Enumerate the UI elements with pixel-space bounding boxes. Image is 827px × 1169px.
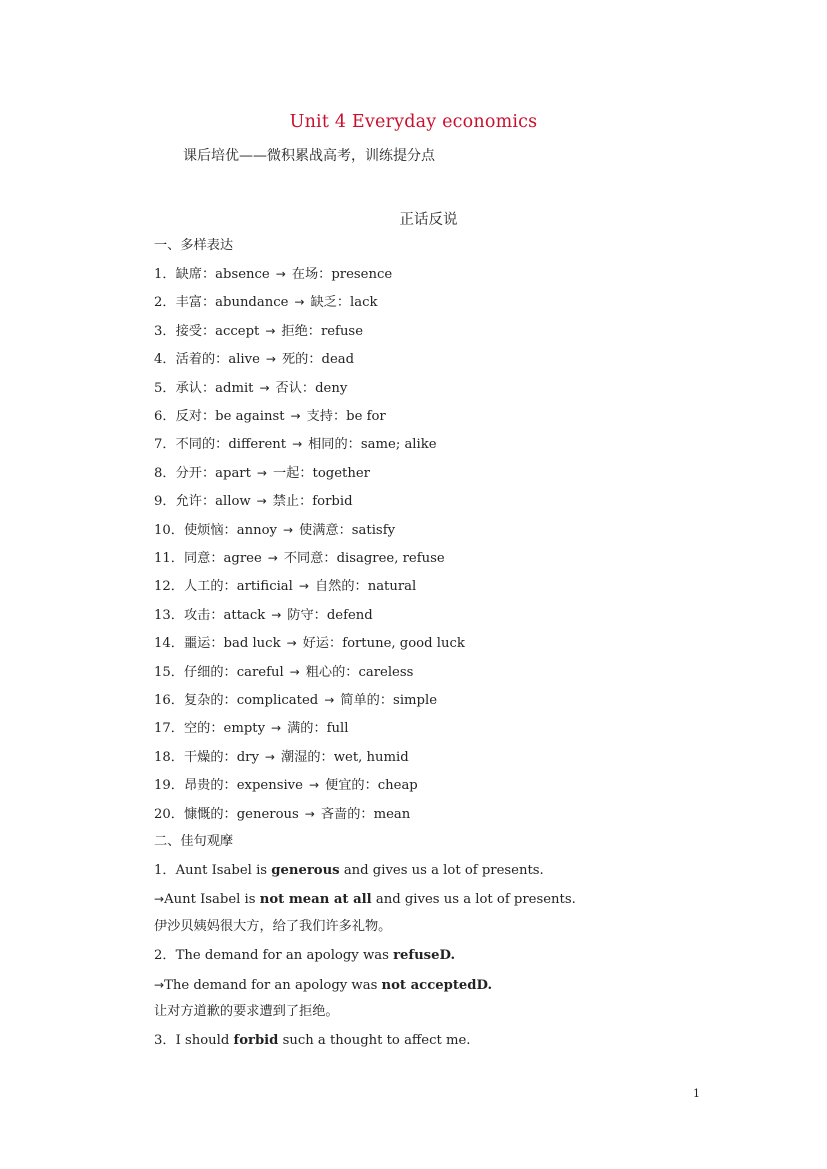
antonym-pair	[154, 663, 413, 682]
item-number: 15．	[154, 665, 184, 680]
arrow-icon: →	[271, 608, 282, 622]
antonym-meaning: 支持：	[306, 409, 347, 424]
sentence-text: The demand for an apology was	[164, 978, 382, 993]
word-meaning: 活着的：	[175, 352, 229, 367]
word-english: generous	[236, 807, 299, 822]
word-meaning: 承认：	[175, 381, 216, 396]
part2-heading: 二、佳句观摩	[154, 834, 234, 849]
word-meaning: 仔细的：	[183, 665, 237, 680]
antonym-pair	[154, 521, 395, 540]
antonym-pair	[154, 407, 386, 426]
word-meaning: 人工的：	[183, 579, 237, 594]
sentence-text: I should	[175, 1033, 234, 1048]
antonym-meaning: 一起：	[272, 466, 313, 481]
antonym-english: fortune, good luck	[342, 636, 465, 651]
word-english: bad luck	[223, 636, 281, 651]
rewritten-sentence	[154, 976, 492, 995]
highlighted-phrase: not mean at all	[259, 892, 372, 907]
example-number: 3．	[154, 1033, 176, 1048]
antonym-meaning: 防守：	[287, 608, 327, 623]
word-english: admit	[215, 381, 254, 396]
word-meaning: 使烦恼：	[183, 523, 237, 538]
item-number: 4．	[154, 352, 176, 367]
word-meaning: 同意：	[183, 551, 224, 566]
antonym-meaning: 便宜的：	[325, 778, 378, 793]
sentence-text: and gives us a lot of presents.	[339, 863, 544, 878]
item-number: 14．	[154, 636, 184, 651]
word-meaning: 反对：	[175, 409, 216, 424]
word-meaning: 复杂的：	[183, 693, 237, 708]
antonym-pair	[154, 719, 348, 738]
word-english: alive	[228, 352, 260, 367]
example-number: 1．	[154, 863, 176, 878]
word-meaning: 接受：	[175, 324, 216, 339]
arrow-icon: →	[271, 721, 282, 735]
item-number: 13．	[154, 608, 184, 623]
section-title: 正话反说	[399, 212, 458, 228]
word-english: agree	[223, 551, 262, 566]
page-number: 1	[693, 1087, 700, 1100]
arrow-icon: →	[275, 267, 286, 281]
arrow-icon: →	[267, 551, 278, 565]
word-meaning: 缺席：	[175, 267, 216, 282]
antonym-english: forbid	[312, 494, 353, 509]
item-number: 5．	[154, 381, 176, 396]
example-sentence	[154, 862, 544, 880]
rewritten-sentence	[154, 890, 576, 909]
arrow-icon: →	[256, 466, 267, 480]
arrow-icon: →	[154, 892, 165, 906]
item-number: 16．	[154, 693, 184, 708]
antonym-meaning: 使满意：	[299, 523, 352, 538]
antonym-pair	[154, 805, 410, 824]
word-english: attack	[223, 608, 266, 623]
antonym-pair	[154, 691, 437, 710]
antonym-meaning: 否认：	[275, 381, 316, 396]
item-number: 8．	[154, 466, 176, 481]
word-meaning: 慷慨的：	[183, 807, 237, 822]
word-meaning: 空的：	[183, 721, 224, 736]
antonym-english: defend	[326, 608, 373, 623]
antonym-meaning: 拒绝：	[281, 324, 321, 339]
example-sentence	[154, 947, 455, 965]
antonym-english: mean	[373, 807, 411, 822]
item-number: 17．	[154, 721, 184, 736]
word-english: different	[228, 437, 287, 452]
arrow-icon: →	[256, 494, 267, 508]
item-number: 10．	[154, 523, 184, 538]
antonym-meaning: 粗心的：	[305, 665, 359, 680]
arrow-icon: →	[294, 295, 305, 309]
antonym-pair	[154, 606, 373, 625]
arrow-icon: →	[324, 693, 335, 707]
arrow-icon: →	[265, 324, 276, 338]
item-number: 1．	[154, 267, 176, 282]
antonym-english: disagree, refuse	[336, 551, 445, 566]
antonym-english: be for	[346, 409, 386, 424]
highlighted-word: refuseD.	[393, 948, 456, 963]
arrow-icon: →	[298, 579, 309, 593]
arrow-icon: →	[265, 352, 276, 366]
word-english: apart	[215, 466, 251, 481]
antonym-meaning: 满的：	[287, 721, 327, 736]
sentence-text: and gives us a lot of presents.	[371, 892, 576, 907]
antonym-english: wet, humid	[333, 750, 409, 765]
translation: 让对方道歉的要求遭到了拒绝。	[154, 1004, 339, 1019]
antonym-english: full	[326, 721, 349, 736]
word-english: be against	[215, 409, 285, 424]
word-english: empty	[223, 721, 266, 736]
sentence-text: Aunt Isabel is	[164, 892, 260, 907]
item-number: 20．	[154, 807, 184, 822]
item-number: 18．	[154, 750, 184, 765]
word-english: complicated	[236, 693, 319, 708]
item-number: 12．	[154, 579, 184, 594]
item-number: 3．	[154, 324, 176, 339]
antonym-english: presence	[331, 267, 393, 282]
word-english: artificial	[236, 579, 293, 594]
item-number: 2．	[154, 295, 176, 310]
antonym-meaning: 简单的：	[340, 693, 394, 708]
example-sentence	[154, 1032, 470, 1050]
antonym-meaning: 不同意：	[283, 551, 337, 566]
antonym-meaning: 潮湿的：	[280, 750, 334, 765]
arrow-icon: →	[259, 381, 270, 395]
antonym-meaning: 死的：	[281, 352, 322, 367]
arrow-icon: →	[292, 437, 303, 451]
arrow-icon: →	[304, 807, 315, 821]
item-number: 11．	[154, 551, 184, 566]
antonym-english: together	[312, 466, 370, 481]
arrow-icon: →	[282, 523, 294, 537]
arrow-icon: →	[308, 778, 320, 792]
word-meaning: 昂贵的：	[183, 778, 237, 793]
antonym-meaning: 缺乏：	[310, 295, 351, 310]
arrow-icon: →	[290, 409, 301, 423]
antonym-pair	[154, 435, 437, 454]
word-english: absence	[215, 267, 270, 282]
item-number: 9．	[154, 494, 176, 509]
part1-heading: 一、多样表达	[154, 238, 234, 253]
word-meaning: 噩运：	[183, 636, 224, 651]
word-english: allow	[215, 494, 251, 509]
antonym-english: deny	[315, 381, 348, 396]
word-meaning: 攻击：	[183, 608, 224, 623]
antonym-meaning: 禁止：	[272, 494, 313, 509]
antonym-pair	[154, 293, 378, 312]
item-number: 6．	[154, 409, 176, 424]
highlighted-word: forbid	[233, 1033, 279, 1048]
antonym-meaning: 在场：	[291, 267, 332, 282]
word-meaning: 干燥的：	[183, 750, 237, 765]
word-english: dry	[236, 750, 259, 765]
word-meaning: 丰富：	[175, 295, 216, 310]
word-english: abundance	[215, 295, 289, 310]
sentence-text: such a thought to affect me.	[278, 1033, 471, 1048]
antonym-meaning: 相同的：	[308, 437, 361, 452]
word-english: careful	[236, 665, 284, 680]
antonym-english: refuse	[320, 324, 364, 339]
antonym-pair	[154, 265, 392, 284]
antonym-pair	[154, 322, 363, 341]
antonym-english: cheap	[377, 778, 418, 793]
item-number: 19．	[154, 778, 184, 793]
antonym-english: natural	[367, 579, 417, 594]
antonym-english: dead	[321, 352, 355, 367]
word-meaning: 分开：	[175, 466, 216, 481]
antonym-meaning: 自然的：	[314, 579, 368, 594]
arrow-icon: →	[154, 978, 165, 992]
word-meaning: 不同的：	[175, 437, 229, 452]
highlighted-phrase: not acceptedD.	[381, 978, 493, 993]
antonym-english: same; alike	[360, 437, 437, 452]
page-subtitle: 课后培优——微积累战高考，训练提分点	[183, 148, 435, 164]
antonym-pair	[154, 492, 353, 511]
antonym-pair	[154, 379, 347, 398]
arrow-icon: →	[264, 750, 275, 764]
word-english: expensive	[236, 778, 303, 793]
highlighted-word: generous	[271, 863, 340, 878]
item-number: 7．	[154, 437, 176, 452]
word-english: accept	[215, 324, 260, 339]
antonym-meaning: 好运：	[302, 636, 343, 651]
antonym-pair	[154, 549, 445, 568]
page-title: Unit 4 Everyday economics	[289, 112, 538, 132]
translation: 伊沙贝姨妈很大方，给了我们许多礼物。	[154, 919, 392, 934]
sentence-text: Aunt Isabel is	[175, 863, 272, 878]
arrow-icon: →	[286, 636, 297, 650]
word-meaning: 允许：	[175, 494, 216, 509]
antonym-pair	[154, 577, 416, 596]
antonym-english: simple	[393, 693, 438, 708]
example-number: 2．	[154, 948, 176, 963]
antonym-pair	[154, 776, 418, 795]
antonym-english: careless	[358, 665, 414, 680]
antonym-pair	[154, 350, 354, 369]
word-english: annoy	[236, 523, 277, 538]
sentence-text: The demand for an apology was	[175, 948, 394, 963]
antonym-english: lack	[350, 295, 378, 310]
arrow-icon: →	[289, 665, 300, 679]
antonym-pair	[154, 634, 465, 653]
antonym-meaning: 吝啬的：	[320, 807, 374, 822]
antonym-pair	[154, 748, 409, 767]
antonym-english: satisfy	[351, 523, 396, 538]
antonym-pair	[154, 464, 370, 483]
